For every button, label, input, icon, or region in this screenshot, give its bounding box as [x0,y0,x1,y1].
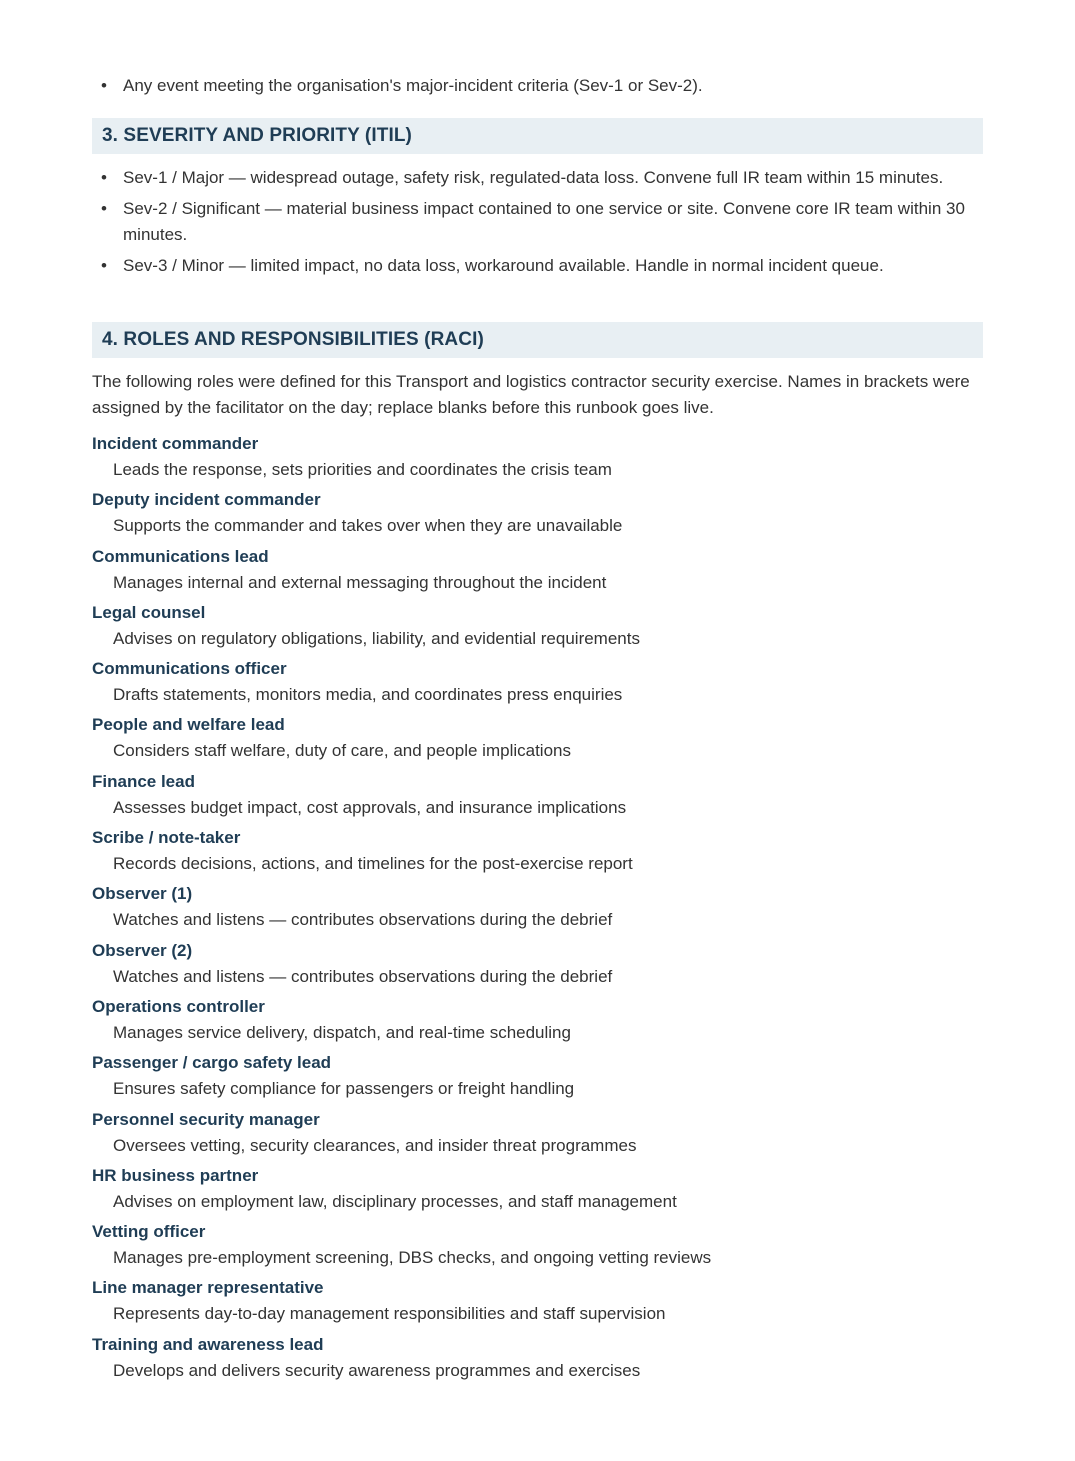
role-name: Operations controller [92,996,265,1016]
role-description: Represents day-to-day management responsibilities and staff supervision [113,1304,666,1324]
role-name: People and welfare lead [92,715,285,735]
role-entry [92,1332,983,1388]
role-description: Assesses budget impact, cost approvals, and insurance implications [113,797,627,817]
roles-intro-paragraph: The following roles were defined for this Transport and logistics contractor security exercise. Names in brackets were assigned by the facilitator on the day; replace blanks before this runbook goes live. [92,372,970,417]
list-item [92,73,983,99]
role-entry [92,1163,983,1219]
role-name: Observer (2) [92,940,193,960]
role-name: Vetting officer [92,1222,206,1242]
role-entry [92,825,983,881]
role-description: Manages pre-employment screening, DBS checks, and ongoing vetting reviews [113,1248,712,1268]
role-entry [92,1050,983,1106]
role-name: Line manager representative [92,1278,324,1298]
role-name: Communications lead [92,546,269,566]
role-entry [92,431,983,487]
list-item-text: Sev-2 / Significant — material business impact contained to one service or site. Convene core IR team within 30 minutes. [123,199,965,244]
list-item [92,165,983,191]
role-name: Deputy incident commander [92,490,321,510]
role-entry [92,994,983,1050]
role-description: Considers staff welfare, duty of care, and people implications [113,741,571,761]
role-name: Scribe / note-taker [92,828,241,848]
role-entry [92,600,983,656]
role-description: Ensures safety compliance for passengers or freight handling [113,1079,575,1099]
role-name: HR business partner [92,1165,259,1185]
role-description: Watches and listens — contributes observations during the debrief [113,966,613,986]
role-entry [92,1107,983,1163]
bullet-icon: • [101,256,107,275]
role-entry [92,487,983,543]
list-item-text: Any event meeting the organisation's major-incident criteria (Sev-1 or Sev-2). [123,76,703,95]
role-description: Drafts statements, monitors media, and coordinates press enquiries [113,685,623,705]
role-entry [92,1275,983,1331]
section-title: 3. SEVERITY AND PRIORITY (ITIL) [102,125,412,146]
role-entry [92,769,983,825]
role-entry [92,544,983,600]
roles-list [92,431,983,1388]
role-entry [92,1219,983,1275]
role-description: Oversees vetting, security clearances, and insider threat programmes [113,1135,637,1155]
role-description: Advises on employment law, disciplinary processes, and staff management [113,1191,677,1211]
role-name: Passenger / cargo safety lead [92,1053,332,1073]
section-heading-severity [92,118,983,154]
role-entry [92,712,983,768]
role-entry [92,881,983,937]
role-entry [92,656,983,712]
role-name: Observer (1) [92,884,193,904]
role-entry [92,938,983,994]
severity-list [92,165,983,284]
criteria-list [92,73,983,104]
role-name: Legal counsel [92,602,206,622]
list-item-text: Sev-3 / Minor — limited impact, no data loss, workaround available. Handle in normal incident queue. [123,256,884,275]
bullet-icon: • [101,199,107,218]
role-description: Leads the response, sets priorities and coordinates the crisis team [113,460,612,479]
role-description: Manages service delivery, dispatch, and real-time scheduling [113,1022,571,1042]
bullet-icon: • [101,76,107,95]
role-name: Finance lead [92,771,195,791]
list-item [92,196,983,248]
section-heading-roles [92,322,983,358]
role-name: Communications officer [92,659,287,679]
role-description: Advises on regulatory obligations, liability, and evidential requirements [113,628,640,648]
list-item-text: Sev-1 / Major — widespread outage, safety risk, regulated-data loss. Convene full IR team within 15 minutes. [123,168,944,187]
role-description: Develops and delivers security awareness programmes and exercises [113,1360,641,1380]
role-description: Records decisions, actions, and timelines for the post-exercise report [113,854,633,874]
section-title: 4. ROLES AND RESPONSIBILITIES (RACI) [102,329,484,350]
role-name: Training and awareness lead [92,1334,324,1354]
role-name: Personnel security manager [92,1109,320,1129]
role-description: Supports the commander and takes over when they are unavailable [113,516,623,536]
role-description: Watches and listens — contributes observations during the debrief [113,910,613,930]
role-description: Manages internal and external messaging throughout the incident [113,572,607,592]
bullet-icon: • [101,168,107,187]
list-item [92,253,983,279]
role-name: Incident commander [92,434,259,453]
